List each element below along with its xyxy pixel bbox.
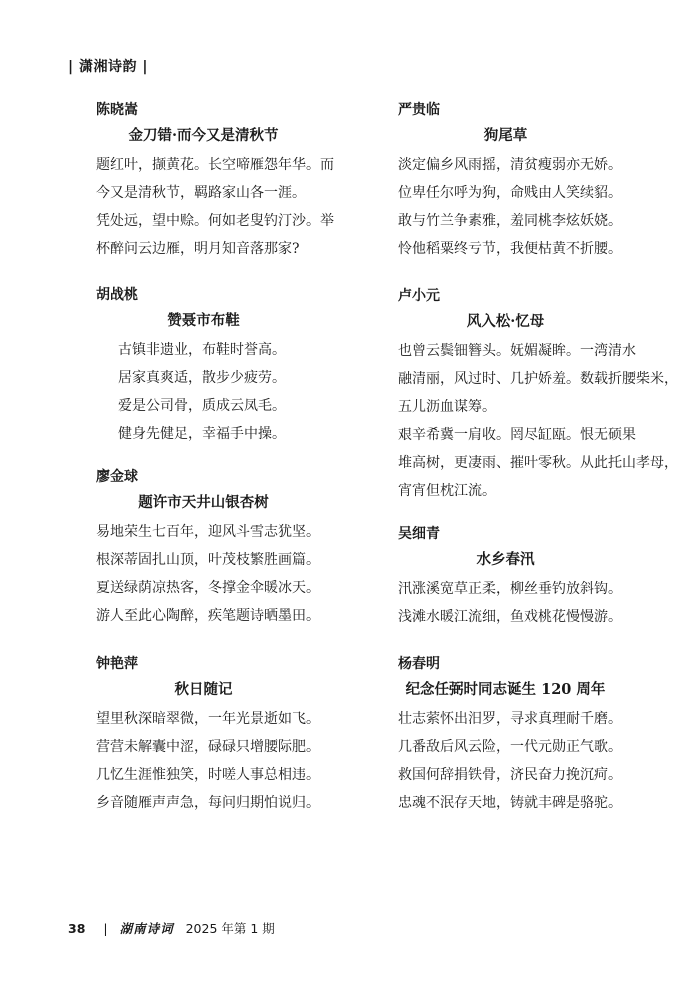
- poem-author: 严贵临: [398, 102, 440, 118]
- poem-line: 融清丽，风过时、几护娇羞。数载折腰柴米，: [398, 371, 678, 387]
- poem-author: 陈晓嵩: [96, 102, 138, 118]
- poem-title: 风入松·忆母: [466, 313, 545, 330]
- poem-line: 堆高树，更凄雨、摧叶零秋。从此托山孝母，: [398, 455, 678, 471]
- poem-line: 易地荣生七百年，迎风斗雪志犹坚。: [96, 524, 320, 540]
- poem-line: 根深蒂固扎山顶，叶茂枝繁胜画篇。: [96, 552, 320, 568]
- page-footer: [68, 919, 275, 937]
- poem-line: 几忆生涯惟独笑，时嗟人事总相违。: [96, 767, 320, 783]
- poem: [398, 523, 622, 653]
- poem-line: 敢与竹兰争素雅，羞同桃李炫妖娆。: [398, 213, 622, 229]
- section-tag: | 潇湘诗韵 |: [68, 59, 148, 75]
- poem-author: 吴细青: [398, 526, 440, 542]
- poem-line: 浅滩水暖江流细，鱼戏桃花慢慢游。: [398, 609, 622, 625]
- poem-line: 游人至此心陶醉，疾笔题诗晒墨田。: [96, 608, 320, 624]
- poem-author: 胡战桃: [96, 287, 138, 303]
- poem-line: 壮志萦怀出汨罗，寻求真理耐千磨。: [398, 711, 622, 727]
- poem-line: 忠魂不泯存天地，铸就丰碑是骆驼。: [398, 795, 622, 811]
- poem-line: 夏送绿荫凉热客，冬撑金伞暖冰天。: [96, 580, 320, 596]
- poem-line: 古镇非遗业，布鞋时誉高。: [118, 342, 286, 358]
- poem-line: 汛涨溪宽草正柔，柳丝垂钓放斜钩。: [398, 581, 622, 597]
- poem: [96, 99, 334, 284]
- right-column: [398, 99, 678, 817]
- poem-line: 救国何辞捐铁骨，济民奋力挽沉疴。: [398, 767, 622, 783]
- poem-line: 艰辛希冀一肩收。罔尽缸瓯。恨无硕果: [398, 427, 636, 443]
- page-number: 38: [68, 921, 86, 936]
- poem: [96, 284, 311, 466]
- poem-author: 廖金球: [96, 469, 138, 485]
- poem: [398, 285, 678, 523]
- poem-title: 金刀错·而今又是清秋节: [128, 127, 279, 144]
- poem: [96, 466, 320, 653]
- poem-line: 望里秋深暗翠微，一年光景逝如飞。: [96, 711, 320, 727]
- poem: [398, 653, 622, 817]
- poem-line: 五儿沥血谋筹。: [398, 399, 496, 415]
- poem-line: 宵宵但枕江流。: [398, 483, 496, 499]
- poem: [96, 653, 320, 817]
- poem-line: 位卑任尔呼为狗，命贱由人笑续貂。: [398, 185, 622, 201]
- poem-line: 杯醉问云边雁，明月知音落那家?: [96, 241, 300, 257]
- poem-title: 秋日随记: [174, 681, 233, 698]
- footer-divider: |: [103, 921, 108, 936]
- poem-line: 乡音随雁声声急，每问归期怕说归。: [96, 795, 320, 811]
- poem-line: 爱是公司骨，质成云凤毛。: [118, 398, 286, 414]
- poem: [398, 99, 622, 285]
- poem-line: 健身先健足，幸福手中操。: [118, 426, 286, 442]
- poem-title: 纪念任弼时同志诞生 120 周年: [405, 681, 606, 698]
- poem-line: 今又是清秋节，羁路家山各一涯。: [96, 185, 306, 201]
- poem-line: 营营未解囊中涩，碌碌只增腰际肥。: [96, 739, 320, 755]
- poem-author: 钟艳萍: [96, 656, 138, 672]
- poem-author: 卢小元: [398, 288, 440, 304]
- poem-title: 狗尾草: [483, 127, 528, 144]
- poem-line: 题红叶，撷黄花。长空啼雁怨年华。而: [96, 157, 334, 173]
- poem-line: 也曾云鬓钿簪头。妩媚凝眸。一湾清水: [398, 343, 636, 359]
- left-column: [96, 99, 334, 817]
- poem-title: 水乡春汛: [476, 551, 535, 568]
- poem-line: 淡定偏乡风雨摇，清贫瘦弱亦无娇。: [398, 157, 622, 173]
- poem-line: 居家真爽适，散步少疲劳。: [118, 370, 286, 386]
- poem-line: 几番敌后风云险，一代元勋正气歌。: [398, 739, 622, 755]
- poem-author: 杨春明: [398, 656, 440, 672]
- poem-title: 赞聂市布鞋: [167, 312, 240, 329]
- poem-line: 怜他稻粟终亏节，我便枯黄不折腰。: [398, 241, 622, 257]
- issue-label: 2025 年第 1 期: [185, 921, 275, 936]
- magazine-logo: 湖南诗词: [119, 921, 174, 936]
- poem-title: 题许市天井山银杏树: [138, 494, 269, 511]
- poem-line: 凭处远，望中赊。何如老叟钓汀沙。举: [96, 213, 334, 229]
